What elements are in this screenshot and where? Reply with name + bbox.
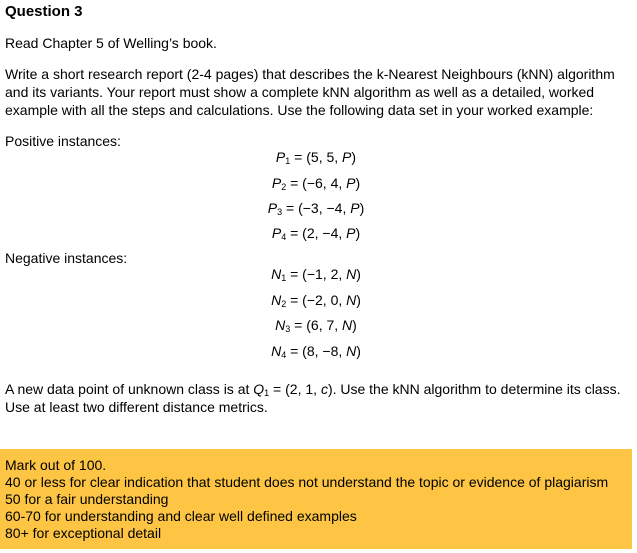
instance-coords: (2, −4, (302, 225, 347, 241)
rubric-line: 80+ for exceptional detail (5, 525, 162, 541)
positive-instance: $P_2 = (-6$, 4, P) (271, 175, 361, 192)
read-instruction: Read Chapter 5 of Welling’s book. (5, 35, 217, 51)
rubric-line: 60-70 for understanding and clear well defined examples (5, 508, 357, 524)
task-line: Write a short research report (2-4 pages) that describes the k-Nearest Neighbours (kNN) algorithm (5, 66, 615, 82)
instance-coords: (6, 7, (306, 317, 343, 333)
instance-class: N (346, 343, 357, 359)
negative-instance: $N_3 = (6$, 7, N) (275, 317, 357, 334)
positive-instance: $P_4 = (2$, −4, P) (271, 225, 361, 242)
task-description (5, 66, 630, 119)
instance-index: 2 (281, 182, 287, 192)
instance-symbol: P (267, 200, 278, 216)
instance-coords: (8, −8, (302, 343, 347, 359)
instance-index: 4 (281, 232, 287, 242)
rubric-line: 50 for a fair understanding (5, 491, 169, 507)
instance-symbol: N (275, 317, 286, 333)
instance-index: 3 (277, 207, 283, 217)
task-line: and its variants. Your report must show a complete kNN algorithm as well as a detailed, worked (5, 83, 595, 100)
query-index: 1 (264, 388, 270, 398)
instance-class: P (346, 175, 356, 191)
question-heading: Question 3 (5, 3, 83, 20)
negative-instance: $N_4 = (8$, −8, N) (271, 343, 361, 360)
negative-instance: $N_1 = (-1$, 2, N) (271, 266, 361, 283)
instance-class: P (346, 225, 356, 241)
instance-class: P (350, 200, 360, 216)
task-line: example with all the steps and calculations. Use the following data set in your worked example: (5, 101, 594, 118)
instance-index: 1 (285, 156, 291, 166)
query-line-2: Use at least two different distance metrics. (5, 398, 268, 415)
instance-symbol: P (275, 149, 286, 165)
query-symbol: Q (253, 381, 265, 397)
query-paragraph (5, 381, 630, 417)
positive-instance: $P_1 = (5$, 5, P) (275, 149, 357, 166)
query-class: c (320, 381, 328, 397)
instance-symbol: P (271, 175, 282, 191)
instance-index: 4 (281, 350, 287, 360)
query-coords: (2, 1, (285, 381, 321, 397)
instance-index: 3 (285, 324, 291, 334)
rubric-line: 40 or less for clear indication that student does not understand the topic or evidence of plagiarism (5, 474, 609, 490)
positive-instance: $P_3 = (-3$, −4, P) (267, 200, 365, 217)
instance-symbol: P (271, 225, 282, 241)
positive-label: Positive instances: (5, 133, 121, 149)
negative-label: Negative instances: (5, 250, 128, 266)
instance-coords: (5, 5, (306, 149, 343, 165)
instance-index: 1 (281, 273, 287, 283)
instance-coords: (−3, −4, (298, 200, 351, 216)
instance-coords: (−6, 4, (302, 175, 347, 191)
instance-symbol: N (271, 292, 282, 308)
instance-class: P (342, 149, 352, 165)
instance-coords: (−2, 0, (302, 292, 347, 308)
rubric-line: Mark out of 100. (5, 457, 107, 473)
query-text-before: A new data point of unknown class is at (5, 381, 254, 397)
instance-index: 2 (281, 299, 287, 309)
instance-class: N (346, 292, 357, 308)
instance-symbol: N (271, 343, 282, 359)
negative-instance: $N_2 = (-2$, 0, N) (271, 292, 361, 309)
instance-coords: (−1, 2, (302, 266, 347, 282)
query-line: A new data point of unknown class is at $Q_1 = (2$, 1, c). Use the kNN algorithm to determine its class. (5, 381, 621, 398)
marking-rubric (0, 449, 632, 549)
instance-symbol: N (271, 266, 282, 282)
query-text-after: ). Use the kNN algorithm to determine its class. (327, 381, 621, 397)
instance-class: N (342, 317, 353, 333)
instance-class: N (346, 266, 357, 282)
